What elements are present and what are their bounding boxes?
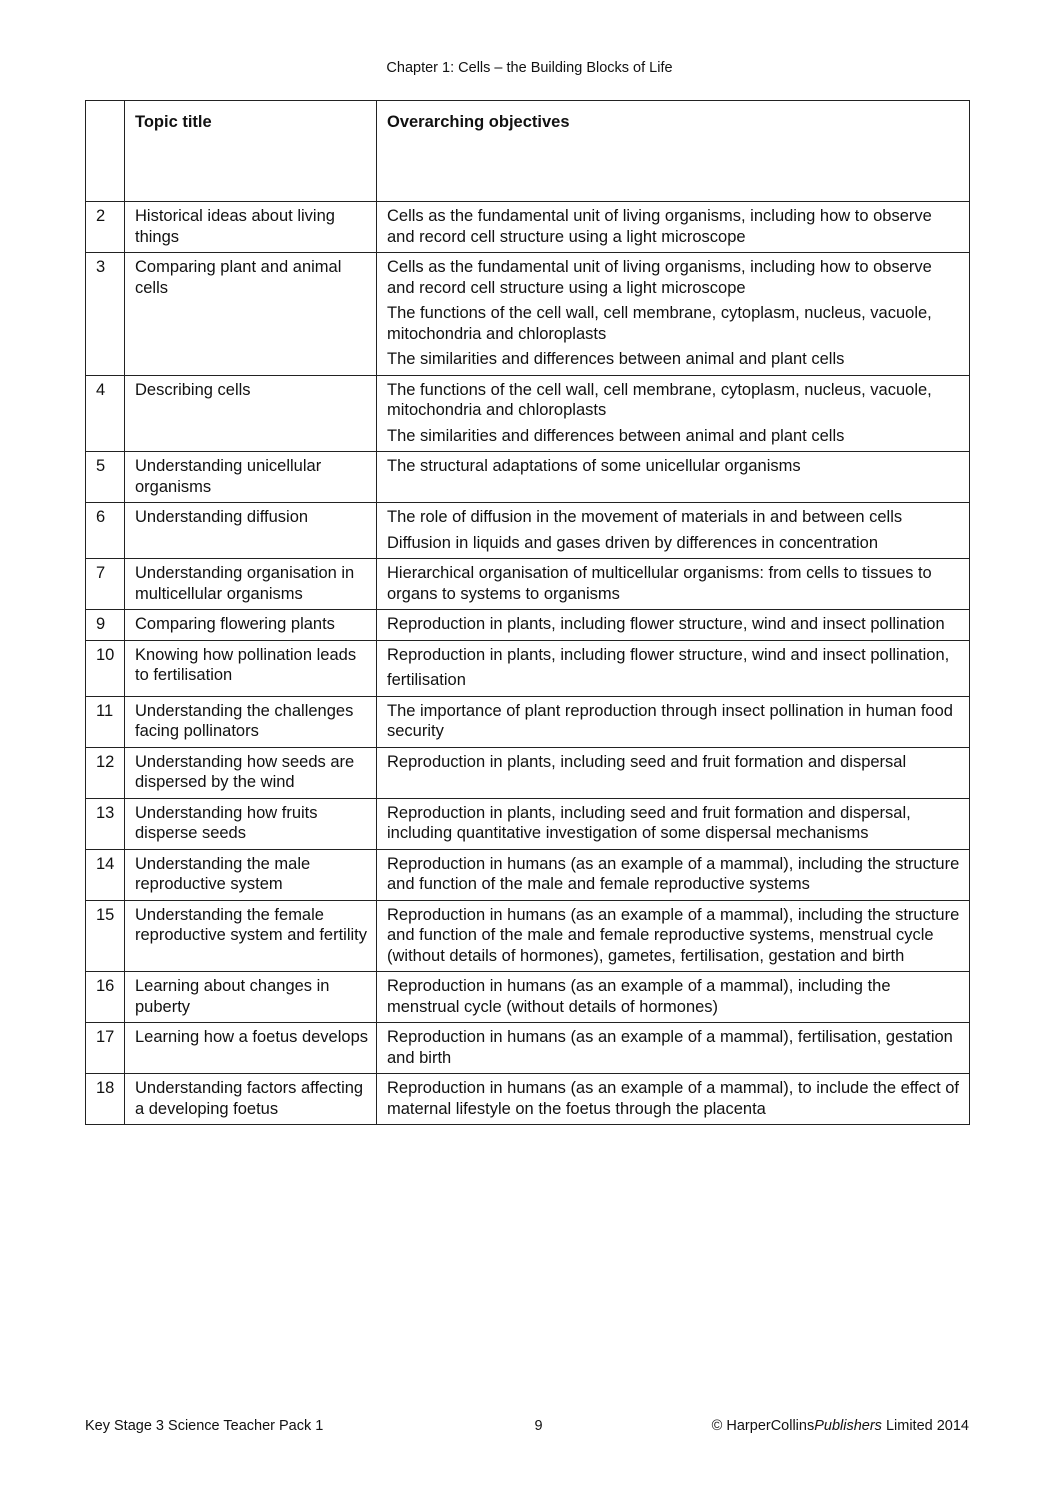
table-row — [86, 375, 970, 452]
copyright-publishers: Publishers — [814, 1418, 882, 1434]
objective-item: Reproduction in humans (as an example of a mammal), including the menstrual cycle (without details of hormones) — [387, 977, 891, 1016]
topic-title: Understanding the challenges facing pollinators — [125, 696, 377, 747]
objective-item: Reproduction in humans (as an example of a mammal), fertilisation, gestation and birth — [387, 1028, 953, 1067]
topic-number: 16 — [86, 972, 125, 1023]
table-row — [86, 1023, 970, 1074]
table-row — [86, 640, 970, 696]
table-header-row — [86, 101, 970, 202]
objective-item: The functions of the cell wall, cell membrane, cytoplasm, nucleus, vacuole, mitochondria and chloroplasts — [387, 380, 932, 419]
topic-objectives — [377, 696, 970, 747]
topic-number: 4 — [86, 375, 125, 452]
topic-title: Understanding unicellular organisms — [125, 452, 377, 503]
page-footer — [85, 1418, 969, 1438]
topic-objectives — [377, 972, 970, 1023]
objective-item: The similarities and differences between animal and plant cells — [387, 350, 845, 368]
copyright-prefix: © HarperCollins — [711, 1418, 815, 1434]
topic-number: 18 — [86, 1074, 125, 1125]
table-row — [86, 1074, 970, 1125]
header-topic-title: Topic title — [125, 101, 377, 202]
topic-title: Learning how a foetus develops — [125, 1023, 377, 1074]
table-row — [86, 849, 970, 900]
objective-item: fertilisation — [387, 671, 466, 689]
table-row — [86, 610, 970, 641]
objective-item: Reproduction in humans (as an example of a mammal), to include the effect of maternal lifestyle on the foetus through the placenta — [387, 1079, 959, 1118]
table-row — [86, 253, 970, 376]
topic-objectives — [377, 452, 970, 503]
topic-number: 14 — [86, 849, 125, 900]
objective-item: Diffusion in liquids and gases driven by differences in concentration — [387, 533, 879, 552]
topic-objectives — [377, 503, 970, 559]
objective-item: Reproduction in plants, including seed and fruit formation and dispersal — [387, 752, 907, 771]
topic-number: 6 — [86, 503, 125, 559]
topic-title: Understanding factors affecting a developing foetus — [125, 1074, 377, 1125]
topic-objectives — [377, 1074, 970, 1125]
objective-item: Cells as the fundamental unit of living organisms, including how to observe and record cell structure using a light microscope — [387, 207, 932, 246]
objective-item: The role of diffusion in the movement of materials in and between cells — [387, 508, 903, 526]
topic-objectives — [377, 375, 970, 452]
topic-objectives — [377, 747, 970, 798]
header-number — [86, 101, 125, 202]
table-row — [86, 747, 970, 798]
topic-title: Understanding organisation in multicellular organisms — [125, 559, 377, 610]
topic-number: 12 — [86, 747, 125, 798]
objective-item: Reproduction in humans (as an example of a mammal), including the structure and function of the male and female reproductive systems — [387, 854, 960, 893]
topic-objectives — [377, 798, 970, 849]
topic-number: 3 — [86, 253, 125, 376]
table-body — [86, 202, 970, 1125]
topic-title: Comparing plant and animal cells — [125, 253, 377, 376]
topic-objectives — [377, 253, 970, 376]
table-row — [86, 202, 970, 253]
topic-title: Understanding the male reproductive system — [125, 849, 377, 900]
table-row — [86, 696, 970, 747]
topic-number: 5 — [86, 452, 125, 503]
objective-item: The similarities and differences between animal and plant cells — [387, 426, 845, 445]
table-row — [86, 559, 970, 610]
copyright-suffix: Limited 2014 — [881, 1418, 969, 1434]
topic-objectives — [377, 559, 970, 610]
topics-table — [85, 100, 970, 1125]
objective-item: Reproduction in plants, including flower structure, wind and insect pollination — [387, 615, 945, 633]
table-row — [86, 452, 970, 503]
table-row — [86, 972, 970, 1023]
topic-number: 2 — [86, 202, 125, 253]
footer-page-number: 9 — [534, 1418, 543, 1434]
header-objectives: Overarching objectives — [377, 101, 970, 202]
objective-item: The functions of the cell wall, cell membrane, cytoplasm, nucleus, vacuole, mitochondria and chloroplasts — [387, 304, 932, 343]
topic-title: Understanding the female reproductive system and fertility — [125, 900, 377, 972]
topic-number: 9 — [86, 610, 125, 641]
topic-title: Historical ideas about living things — [125, 202, 377, 253]
topic-title: Knowing how pollination leads to fertilisation — [125, 640, 377, 696]
objective-item: Cells as the fundamental unit of living organisms, including how to observe and record cell structure using a light microscope — [387, 258, 932, 297]
topic-title: Understanding diffusion — [125, 503, 377, 559]
topic-objectives — [377, 202, 970, 253]
topic-objectives — [377, 900, 970, 972]
topic-title: Learning about changes in puberty — [125, 972, 377, 1023]
topic-title: Understanding how seeds are dispersed by the wind — [125, 747, 377, 798]
topic-title: Understanding how fruits disperse seeds — [125, 798, 377, 849]
objective-item: Reproduction in plants, including flower structure, wind and insect pollination, — [387, 645, 950, 664]
topic-title: Describing cells — [125, 375, 377, 452]
table-row — [86, 503, 970, 559]
topic-number: 11 — [86, 696, 125, 747]
objective-item: The importance of plant reproduction through insect pollination in human food security — [387, 701, 953, 740]
topic-number: 13 — [86, 798, 125, 849]
topic-number: 10 — [86, 640, 125, 696]
topic-title: Comparing flowering plants — [125, 610, 377, 641]
objective-item: Reproduction in plants, including seed and fruit formation and dispersal, including quantitative investigation of some dispersal mechanisms — [387, 803, 911, 842]
topic-objectives — [377, 640, 970, 696]
table-row — [86, 798, 970, 849]
footer-title: Key Stage 3 Science Teacher Pack 1 — [85, 1418, 324, 1434]
table-row — [86, 900, 970, 972]
page-header: Chapter 1: Cells – the Building Blocks of Life — [386, 60, 673, 76]
topic-objectives — [377, 849, 970, 900]
topic-number: 7 — [86, 559, 125, 610]
topic-objectives — [377, 610, 970, 641]
objective-item: Reproduction in humans (as an example of a mammal), including the structure and function of the male and female reproductive systems, menstrual cycle (without details of hormones), gametes, fertilisation, gestation and birth — [387, 905, 960, 965]
objective-item: The structural adaptations of some unicellular organisms — [387, 457, 801, 475]
topic-number: 15 — [86, 900, 125, 972]
objective-item: Hierarchical organisation of multicellular organisms: from cells to tissues to organs to systems to organisms — [387, 564, 932, 603]
topic-objectives — [377, 1023, 970, 1074]
footer-copyright — [712, 1418, 969, 1434]
topic-number: 17 — [86, 1023, 125, 1074]
